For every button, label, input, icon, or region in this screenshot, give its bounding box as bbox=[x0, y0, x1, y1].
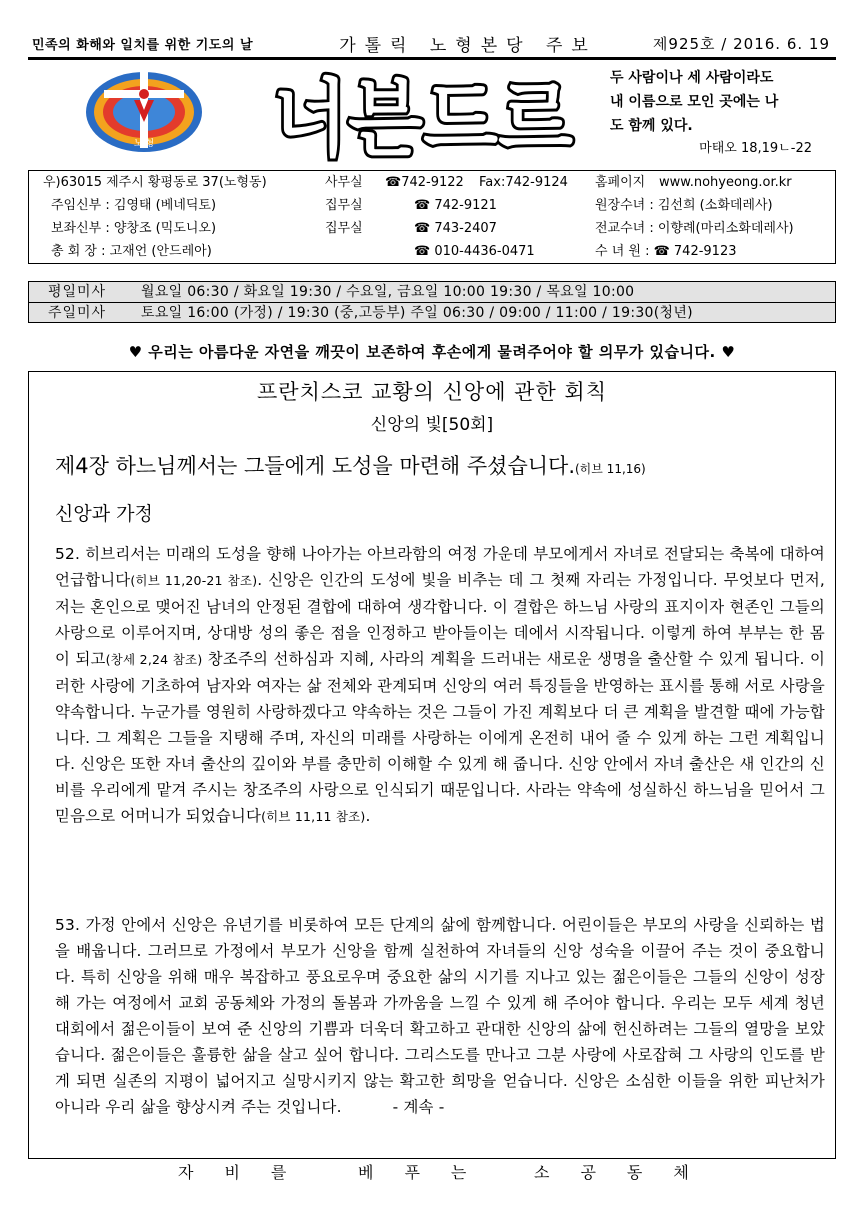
assistant-office-label: 집무실 bbox=[325, 221, 363, 236]
environment-slogan: ♥ 우리는 아름다운 자연을 깨끗이 보존하여 후손에게 물려주어야 할 의무가 있습니다. ♥ bbox=[128, 343, 736, 361]
publication-name: 가톨릭 노형본당 주보 bbox=[339, 35, 597, 56]
weekday-mass-label: 평일미사 bbox=[47, 284, 107, 300]
pastor-phone: ☎ 742-9121 bbox=[414, 198, 497, 213]
fax-number: Fax:742-9124 bbox=[479, 175, 568, 190]
chapter-title: 제4장 하느님께서는 그들에게 도성을 마련해 주셨습니다. bbox=[55, 454, 575, 478]
article-title: 프란치스코 교황의 신앙에 관한 회칙 bbox=[257, 380, 607, 404]
parish-info-box bbox=[28, 170, 836, 264]
header-line bbox=[28, 30, 836, 56]
paragraph-52 bbox=[55, 541, 825, 830]
quote-reference: 마태오 18,19ㄴ-22 bbox=[699, 141, 812, 156]
logo-text: 노 형 bbox=[133, 139, 155, 149]
scripture-reference: (히브 11,11 참조) bbox=[261, 809, 366, 824]
header-left-text: 민족의 화해와 일치를 위한 기도의 날 bbox=[32, 37, 253, 53]
article-box bbox=[28, 371, 836, 1159]
parish-logo bbox=[82, 66, 207, 156]
pastor-name: 주임신부 : 김영태 (베네딕토) bbox=[51, 198, 217, 213]
office-phone: ☎742-9122 bbox=[385, 175, 464, 190]
pastor-office-label: 집무실 bbox=[325, 198, 363, 213]
quote-line: 두 사람이나 세 사람이라도 bbox=[610, 70, 774, 86]
footer-word: 자비를 bbox=[178, 1163, 318, 1182]
info-row-pastor bbox=[29, 195, 835, 217]
assistant-priest: 보좌신부 : 양창조 (믹도니오) bbox=[51, 221, 217, 236]
president-phone: ☎ 010-4436-0471 bbox=[414, 244, 535, 259]
paragraph-text: 창조주의 선하심과 지혜, 사라의 계획을 드러내는 새로운 생명을 출산할 수 있게 됩니다. 이러한 사랑에 기초하여 남자와 여자는 삶 전체와 관계되며 신앙의 여러 특징들을 반영하는 표시를 통해 서로 사랑을 약속합니다. 누군가를 영원히 사랑하겠다고 약속하는 것은 그들이 가진 계획보다 더 큰 계획을 발견할 때에 가능합니다. 그 계획은 그들을 지탱해 주며, 자신의 미래를 사랑하는 이에게 온전히 내어 줄 수 있게 하는 그런 계획입니다. 신앙은 또한 자녀 출산의 깊이와 부를 충만히 이해할 수 있게 해 줍니다. 신앙 안에서 자녀 출산은 새 인간의 신비를 우리에게 맡겨 주시는 창조주의 사랑으로 인식되기 때문입니다. 사라는 약속에 성실하신 하느님을 믿어서 그 믿음으로 어머니가 되었습니다 bbox=[55, 650, 826, 825]
sunday-mass-label: 주일미사 bbox=[47, 305, 107, 321]
homepage-label: 홈페이지 bbox=[595, 175, 646, 190]
continued-marker: - 계속 - bbox=[392, 1098, 445, 1116]
section-heading: 신앙과 가정 bbox=[55, 503, 153, 525]
info-row-assistant bbox=[29, 218, 835, 240]
paragraph-text: 52. 히브리서는 미래의 도성을 향해 나아가는 아브라함의 여정 가운데 부모에게서 자녀로 전달되는 축복에 대하여 언급합니다 bbox=[55, 545, 825, 589]
catechist-name: 전교수녀 : 이향례(마리소화데레사) bbox=[595, 221, 794, 236]
quote-line: 도 함께 있다. bbox=[610, 118, 693, 134]
superior-name: 원장수녀 : 김선희 (소화데레사) bbox=[595, 198, 773, 213]
masthead-text: 너븐드르 bbox=[273, 70, 573, 168]
paragraph-text: . 신앙은 인간의 도성에 빛을 비추는 데 그 첫째 자리는 가정입니다. 무엇보다 먼저, 저는 혼인으로 맺어진 남녀의 안정된 결합에 대하여 생각합니다. 이 결합은 하느님 사랑의 표지이자 현존인 그들의 사랑으로 이루어지며, 상대방 성의 좋은 점을 인정하고 받아들이는 데에서 시작됩니다. 이렇게 하여 부부는 한 몸이 되고 bbox=[55, 571, 825, 668]
scripture-quote bbox=[610, 66, 840, 160]
info-row-president bbox=[29, 241, 835, 263]
paragraph-text: 53. 가정 안에서 신앙은 유년기를 비롯하여 모든 단계의 삶에 함께합니다. 어린이들은 부모의 사랑을 신뢰하는 법을 배웁니다. 그러므로 가정에서 부모가 신앙을 함께 실천하여 자녀들의 신앙 성숙을 이끌어 주는 것이 중요합니다. 특히 신앙을 위해 매우 복잡하고 풍요로우며 중요한 삶의 시기를 지나고 있는 젊은이들은 그들의 신앙이 성장해 가는 여정에서 교회 공동체와 가정의 돌봄과 가까움을 느낄 수 있게 해 주어야 합니다. 우리는 모두 세계 청년 대회에서 젊은이들이 보여 준 신앙의 기쁨과 더욱더 확고하고 관대한 신앙의 삶에 헌신하려는 그들의 열망을 보았습니다. 젊은이들은 훌륭한 삶을 살고 싶어 합니다. 그리스도를 만나고 그분 사랑에 사로잡혀 그 사랑의 인도를 받게 되면 실존의 지평이 넓어지고 실망시키지 않는 확고한 희망을 얻습니다. 신앙은 소심한 이들을 위한 피난처가 아니라 우리 삶을 향상시켜 주는 것입니다. bbox=[55, 916, 825, 1116]
footer-word: 소공동체 bbox=[534, 1163, 720, 1182]
sunday-mass-row bbox=[29, 302, 835, 322]
info-row-address bbox=[29, 172, 835, 194]
issue-number: 제925호 / 2016. 6. 19 bbox=[652, 34, 830, 53]
sunday-mass-times: 토요일 16:00 (가정) / 19:30 (중,고등부) 주일 06:30 / 09:00 / 11:00 / 19:30(청년) bbox=[141, 305, 693, 321]
convent-phone: 수 녀 원 : ☎ 742-9123 bbox=[595, 244, 737, 259]
footer-word: 베푸는 bbox=[358, 1163, 498, 1182]
chapter-heading bbox=[55, 450, 646, 480]
scripture-reference: (히브 11,20-21 참조) bbox=[130, 573, 258, 588]
chapter-reference: (히브 11,16) bbox=[575, 462, 646, 476]
address: 우)63015 제주시 황평동로 37(노형동) bbox=[43, 175, 267, 190]
weekday-mass-row bbox=[29, 282, 835, 302]
scripture-reference: (창세 2,24 참조) bbox=[105, 652, 203, 667]
paragraph-text: . bbox=[365, 807, 371, 825]
weekday-mass-times: 월요일 06:30 / 화요일 19:30 / 수요일, 금요일 10:00 19:30 / 목요일 10:00 bbox=[141, 284, 635, 300]
mass-schedule bbox=[28, 281, 836, 323]
assistant-phone: ☎ 743-2407 bbox=[414, 221, 497, 236]
quote-line: 내 이름으로 모인 곳에는 나 bbox=[610, 94, 779, 110]
paragraph-53 bbox=[55, 912, 825, 1120]
office-label: 사무실 bbox=[325, 175, 363, 190]
homepage-link[interactable]: www.nohyeong.or.kr bbox=[659, 175, 792, 190]
council-president: 총 회 장 : 고재언 (안드레아) bbox=[51, 244, 212, 259]
article-subtitle: 신앙의 빛[50회] bbox=[370, 415, 494, 435]
masthead-title bbox=[268, 60, 578, 168]
